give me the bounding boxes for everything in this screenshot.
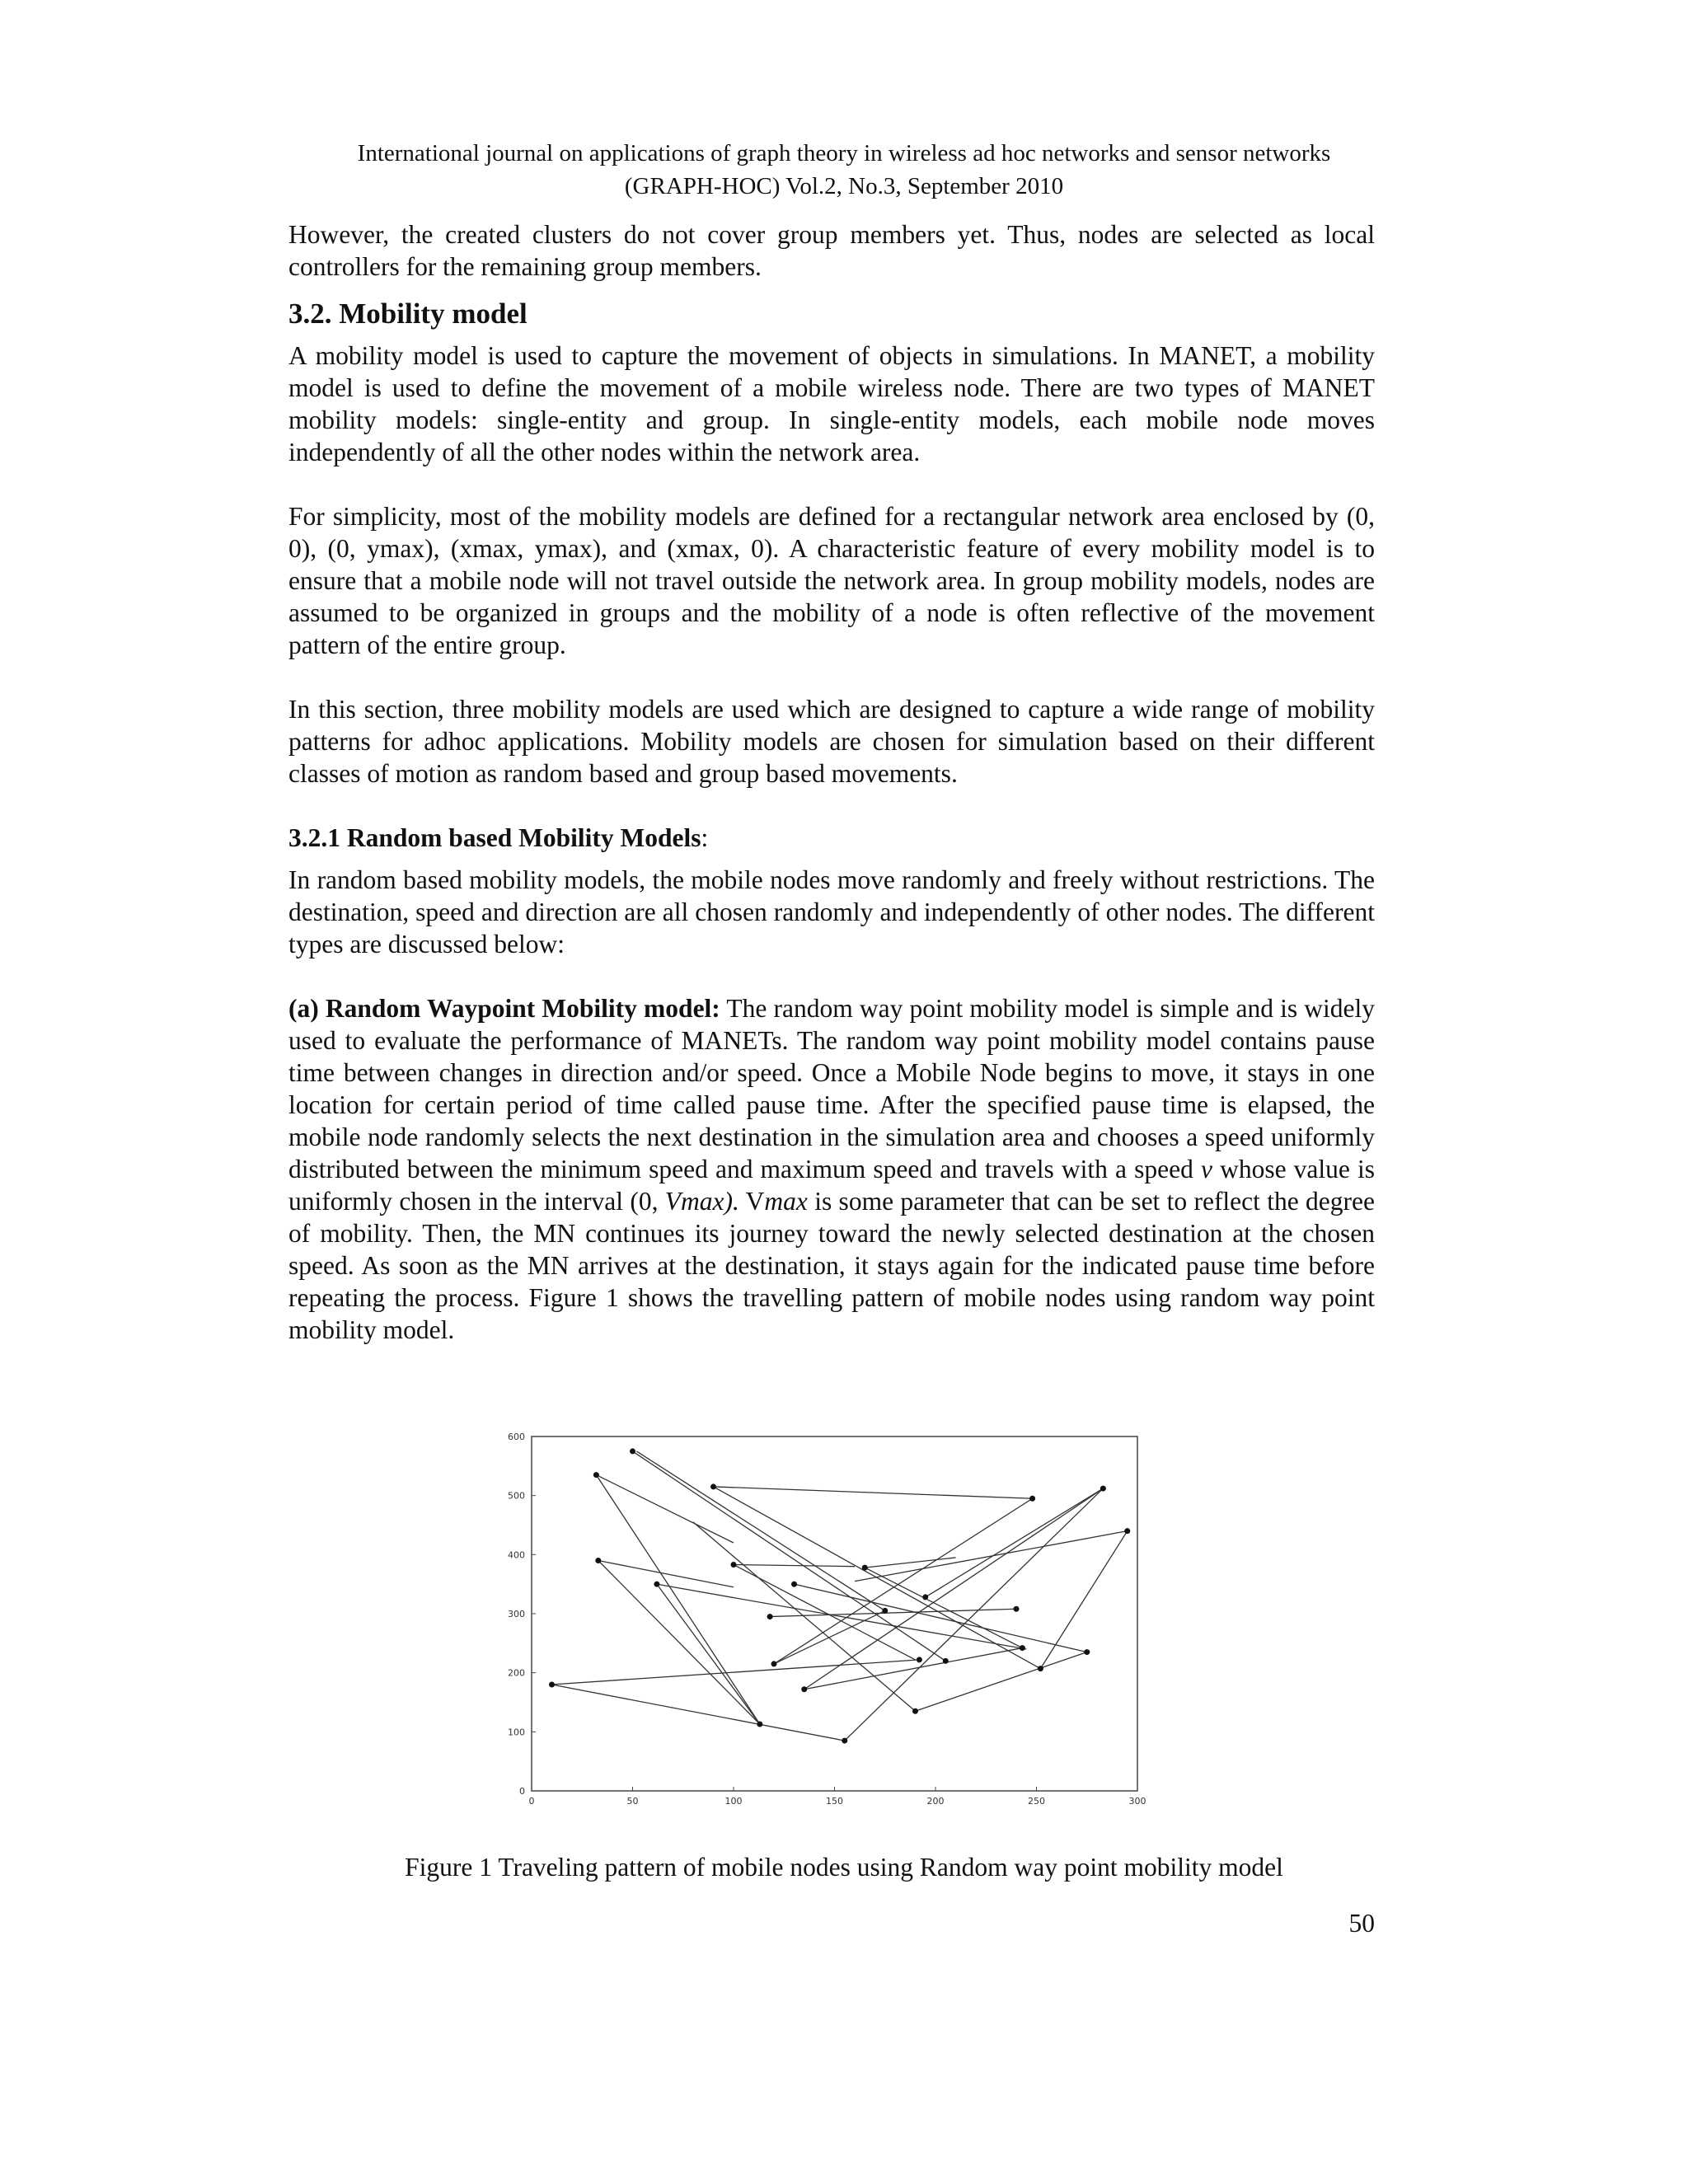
path-segment-22 (865, 1558, 955, 1568)
waypoint-11 (922, 1594, 928, 1600)
rwp-text-2: whose value is uniformly chosen in the interval (0, (288, 1155, 1376, 1216)
body-text (288, 218, 1375, 1346)
rwp-max: max (764, 1187, 808, 1216)
x-tick-label: 0 (528, 1796, 535, 1807)
rwp-vmax: Vmax). (664, 1187, 739, 1216)
waypoint-10 (791, 1582, 797, 1587)
path-segment-6 (657, 1584, 1026, 1649)
intro-paragraph: However, the created clusters do not cover group members yet. Thus, nodes are selected as local controllers for the remaining group members. (288, 220, 1375, 281)
subsection-colon: : (701, 823, 709, 852)
subsection-paragraph: In random based mobility models, the mobile nodes move randomly and freely without restrictions. The destination, speed and direction are all chosen randomly and independently of other nodes. The different types are discussed below: (288, 865, 1375, 958)
x-tick-label: 50 (626, 1796, 639, 1807)
rwp-text-1: The random way point mobility model is simple and is widely used to evaluate the performance of MANETs. The random way point mobility model contains pause time between changes in direction and/or speed. Once a Mobile Node begins to move, it stays in one location for certain period of time called pause time. After the specified pause time is elapsed, the mobile node randomly selects the next destination in the simulation area and chooses a speed uniformly distributed between the minimum speed and maximum speed and travels with a speed (288, 994, 1375, 1183)
x-axis-ticks (529, 1787, 1146, 1807)
waypoint-16 (1084, 1649, 1090, 1655)
path-segment-25 (855, 1531, 1128, 1582)
y-tick-label: 0 (519, 1786, 525, 1797)
plot-frame (532, 1436, 1137, 1791)
y-tick-label: 300 (508, 1609, 525, 1619)
waypoint-14 (1014, 1606, 1020, 1612)
x-tick-label: 100 (724, 1796, 743, 1807)
path-segment-0 (633, 1451, 946, 1661)
waypoint-2 (710, 1483, 716, 1489)
journal-volume: (GRAPH-HOC) Vol.2, No.3, September 2010 (624, 173, 1064, 199)
x-tick-label: 300 (1128, 1796, 1146, 1807)
x-tick-label: 200 (926, 1796, 945, 1807)
waypoint-5 (1124, 1528, 1130, 1534)
waypoint-8 (862, 1565, 868, 1571)
waypoint-20 (1038, 1666, 1043, 1671)
waypoint-25 (842, 1738, 847, 1744)
path-segment-10 (714, 1487, 1041, 1669)
waypoint-1 (593, 1472, 599, 1478)
rwp-v: v (1200, 1155, 1212, 1183)
rwp-label: (a) Random Waypoint Mobility model: (288, 994, 720, 1023)
path-segment-4 (598, 1561, 760, 1725)
section-paragraph-2: For simplicity, most of the mobility models are defined for a rectangular network area enclosed by (0, 0), (0, ymax), (xmax, ymax), and (xmax, 0). A characteristic feature of every mobility model is to ensure that a mobile node will not travel outside the network area. In group mobility models, nodes are assumed to be organized in groups and the mobility of a node is often reflective of the movement pattern of the entire group. (288, 502, 1375, 659)
path-segment-15 (916, 1652, 1087, 1712)
page-number: 50 (1348, 1909, 1375, 1938)
waypoint-23 (912, 1708, 918, 1714)
y-tick-label: 600 (508, 1432, 525, 1442)
path-segment-2 (596, 1475, 759, 1724)
x-tick-label: 150 (826, 1796, 843, 1807)
path-segment-16 (693, 1522, 916, 1711)
path-segment-11 (774, 1498, 1033, 1664)
path-segment-27 (926, 1488, 1104, 1597)
running-header (0, 137, 1688, 203)
y-tick-label: 100 (508, 1727, 525, 1738)
path-segment-21 (865, 1568, 1022, 1647)
segments-group (552, 1451, 1128, 1741)
path-segment-14 (795, 1584, 1087, 1652)
section-heading: 3.2. Mobility model (288, 298, 528, 330)
x-tick-label: 250 (1028, 1796, 1045, 1807)
waypoint-21 (549, 1682, 555, 1688)
points-group (549, 1448, 1130, 1743)
path-segment-23 (552, 1660, 920, 1685)
waypoint-4 (1100, 1486, 1106, 1492)
y-tick-label: 400 (508, 1549, 525, 1561)
path-segment-8 (734, 1565, 855, 1567)
waypoint-19 (917, 1657, 922, 1662)
path-segment-26 (1040, 1531, 1127, 1669)
rwp-text-3: V (738, 1187, 765, 1216)
path-segment-20 (804, 1648, 1023, 1690)
y-tick-label: 500 (508, 1490, 525, 1502)
waypoint-12 (882, 1608, 888, 1614)
path-segment-24 (552, 1685, 845, 1741)
path-segment-18 (845, 1488, 1104, 1741)
path-segment-9 (714, 1487, 1033, 1498)
path-segment-5 (657, 1584, 760, 1724)
subsection-heading (288, 822, 1375, 854)
path-segment-19 (804, 1488, 1104, 1690)
waypoint-17 (771, 1661, 777, 1666)
y-tick-label: 200 (508, 1667, 525, 1679)
waypoint-6 (595, 1558, 601, 1563)
section-paragraph-1: A mobility model is used to capture the movement of objects in simulations. In MANET, a mobility model is used to define the movement of a mobile wireless node. There are two types of MANET mobility models: single-entity and group. In single-entity models, each mobile node moves independently of all the other nodes within the network area. (288, 341, 1375, 466)
subsection-title: 3.2.1 Random based Mobility Models (288, 823, 701, 852)
section-paragraph-3: In this section, three mobility models are used which are designed to capture a wide range of mobility patterns for adhoc applications. Mobility models are chosen for simulation based on their different classes of motion as random based and group based movements. (288, 695, 1375, 788)
waypoint-13 (767, 1614, 773, 1619)
waypoint-22 (801, 1686, 807, 1692)
waypoint-24 (757, 1722, 762, 1727)
rwp-paragraph (288, 992, 1375, 1346)
waypoint-9 (654, 1582, 659, 1587)
waypoint-3 (1029, 1496, 1035, 1502)
figure-caption: Figure 1 Traveling pattern of mobile nodes using Random way point mobility model (405, 1853, 1283, 1882)
waypoint-15 (1020, 1645, 1025, 1651)
waypoint-0 (630, 1448, 635, 1454)
waypoint-18 (943, 1658, 949, 1664)
mobility-plot (495, 1430, 1154, 1817)
rwp-text-4: is some parameter that can be set to reflect the degree of mobility. Then, the MN continues its journey toward the newly selected destination at the chosen speed. As soon as the MN arrives at the destination, it stays again for the indicated pause time before repeating the process. Figure 1 shows the travelling pattern of mobile nodes using random way point mobility model. (288, 1187, 1375, 1344)
path-segment-3 (598, 1561, 734, 1587)
path-segment-12 (774, 1610, 885, 1664)
journal-title: International journal on applications of graph theory in wireless ad hoc networks and sensor networks (357, 140, 1331, 166)
figure-1 (495, 1430, 1154, 1817)
waypoint-7 (731, 1562, 737, 1568)
